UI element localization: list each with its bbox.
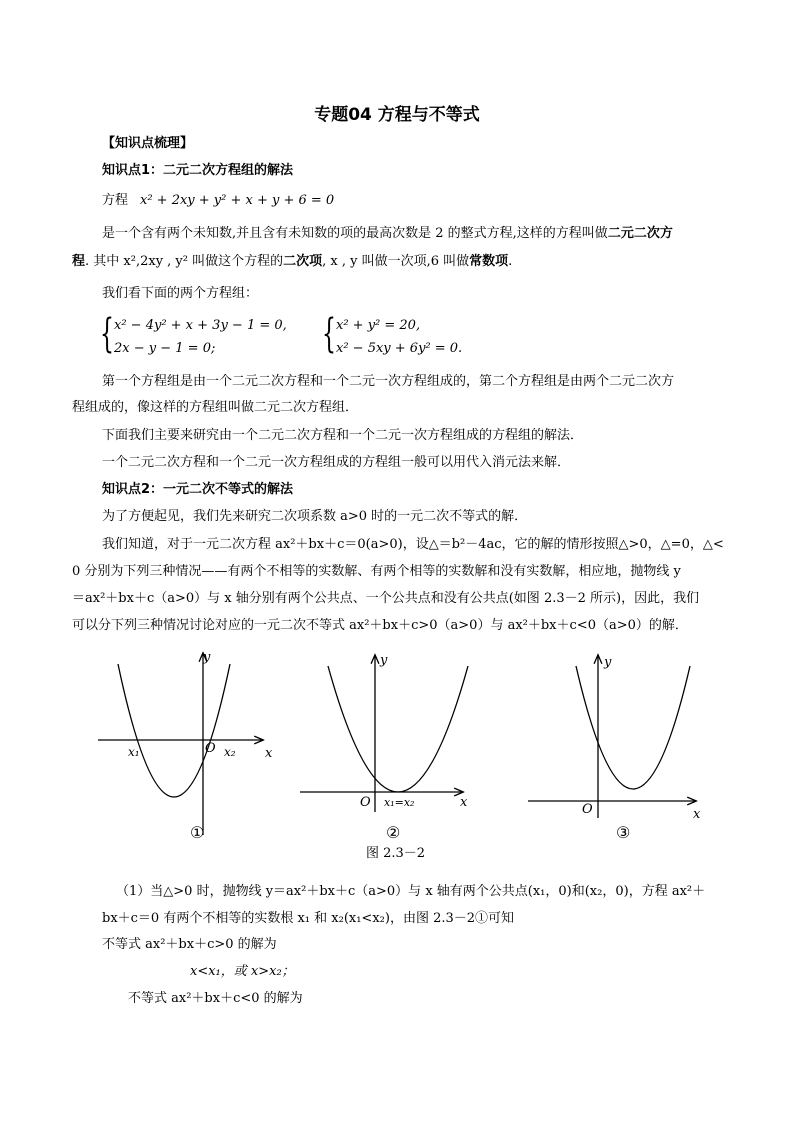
kp1-para3: 下面我们主要来研究由一个二元二次方程和一个二元一次方程组成的方程组的解法．: [102, 428, 584, 443]
graph1-number: ①: [190, 823, 205, 842]
graph3-x-label: x: [693, 807, 701, 822]
case1-sol1: x<x₁，或 x>x₂；: [190, 964, 295, 979]
para1-end: .: [508, 254, 513, 269]
graph2-parabola: [328, 666, 468, 792]
kp1-para2-line2: 程组成的，像这样的方程组叫做二元二次方程组．: [72, 400, 359, 415]
case1-line1: （1）当△>0 时，抛物线 y＝ax²＋bx＋c（a>0）与 x 轴有两个公共点(x₁，0)和(x₂，0)，方程 ax²＋: [116, 884, 706, 899]
intro-systems: 我们看下面的两个方程组：: [102, 286, 259, 301]
case1-ineq1: 不等式 ax²＋bx＋c>0 的解为: [102, 937, 277, 952]
kp1-heading: 知识点1：二元二次方程组的解法: [102, 163, 294, 178]
graph1-root1: x₁: [128, 745, 140, 759]
term-binary-quadratic: 二元二次方: [607, 226, 673, 241]
para1-mid2: , x , y 叫做一次项,6 叫做: [322, 254, 470, 269]
system1-eq2: 2x − y − 1 = 0;: [114, 341, 216, 356]
kp2-para1: 为了方便起见，我们先来研究二次项系数 a>0 时的一元二次不等式的解．: [102, 509, 528, 524]
graph2-number: ②: [386, 823, 401, 842]
kp1-para2-line1: 第一个方程组是由一个二元二次方程和一个二元一次方程组成的，第二个方程组是由两个二元二次方: [102, 374, 675, 389]
graph2-y-label: y: [380, 653, 388, 668]
graph3-number: ③: [616, 823, 631, 842]
graph3-parabola: [576, 666, 690, 789]
system1-eq1: x² − 4y² + x + 3y − 1 = 0,: [114, 318, 287, 333]
section-heading: 【知识点梳理】: [102, 136, 194, 151]
term-cont: 程: [72, 254, 86, 269]
term-constant: 常数项: [469, 254, 509, 269]
equation: x² + 2xy + y² + x + y + 6 = 0: [140, 193, 335, 208]
kp1-para4: 一个二元二次方程和一个二元一次方程组成的方程组一般可以用代入消元法来解．: [102, 455, 571, 470]
equation-label: 方程: [102, 193, 129, 208]
kp2-para2-line1: 我们知道，对于一元二次方程 ax²＋bx＋c＝0(a>0)，设△＝b²－4ac，它的解的情形按照△>0，△=0，△<: [102, 537, 724, 552]
figure-caption: 图 2.3－2: [366, 846, 426, 861]
term-quadratic: 二次项: [283, 254, 323, 269]
case1-line2: bx＋c＝0 有两个不相等的实数根 x₁ 和 x₂(x₁<x₂)，由图 2.3－2①可知: [102, 911, 515, 926]
kp2-heading: 知识点2：一元二次不等式的解法: [102, 482, 294, 497]
graph2-origin: O: [360, 795, 371, 810]
system2-eq1: x² + y² = 20,: [336, 318, 421, 333]
brace-system2: {: [322, 311, 336, 357]
para1-text: 是一个含有两个未知数,并且含有未知数的项的最高次数是 2 的整式方程,这样的方程叫做: [102, 226, 608, 241]
kp2-para2-line4: 可以分下列三种情况讨论对应的一元二次不等式 ax²＋bx＋c>0（a>0）与 ax²＋bx＋c<0（a>0）的解．: [72, 618, 688, 633]
page-title: 专题04 方程与不等式: [314, 105, 480, 125]
graph3: [528, 655, 701, 842]
para1-mid: . 其中 x²,2xy , y² 叫做这个方程的: [85, 254, 284, 269]
brace-system1: {: [100, 311, 114, 357]
graph1-x-label: x: [265, 746, 273, 761]
graph1: [98, 650, 273, 842]
case1-ineq2: 不等式 ax²＋bx＋c<0 的解为: [128, 991, 303, 1006]
kp2-para2-line2: 0 分别为下列三种情况——有两个不相等的实数解、有两个相等的实数解和没有实数解，相应地，抛物线 y: [72, 564, 681, 579]
graph2-root: x₁=x₂: [384, 796, 415, 809]
graph1-y-label: y: [203, 650, 211, 665]
graph3-origin: O: [582, 802, 593, 817]
graph1-parabola: [118, 664, 230, 797]
graph2: [300, 653, 468, 842]
graph1-origin: O: [205, 741, 216, 756]
kp2-para2-line3: ＝ax²＋bx＋c（a>0）与 x 轴分别有两个公共点、一个公共点和没有公共点(如图 2.3－2 所示)，因此，我们: [72, 591, 700, 606]
graph2-x-label: x: [460, 795, 468, 810]
graph1-root2: x₂: [224, 745, 236, 759]
system2-eq2: x² − 5xy + 6y² = 0.: [336, 341, 463, 356]
graph3-y-label: y: [604, 655, 612, 670]
